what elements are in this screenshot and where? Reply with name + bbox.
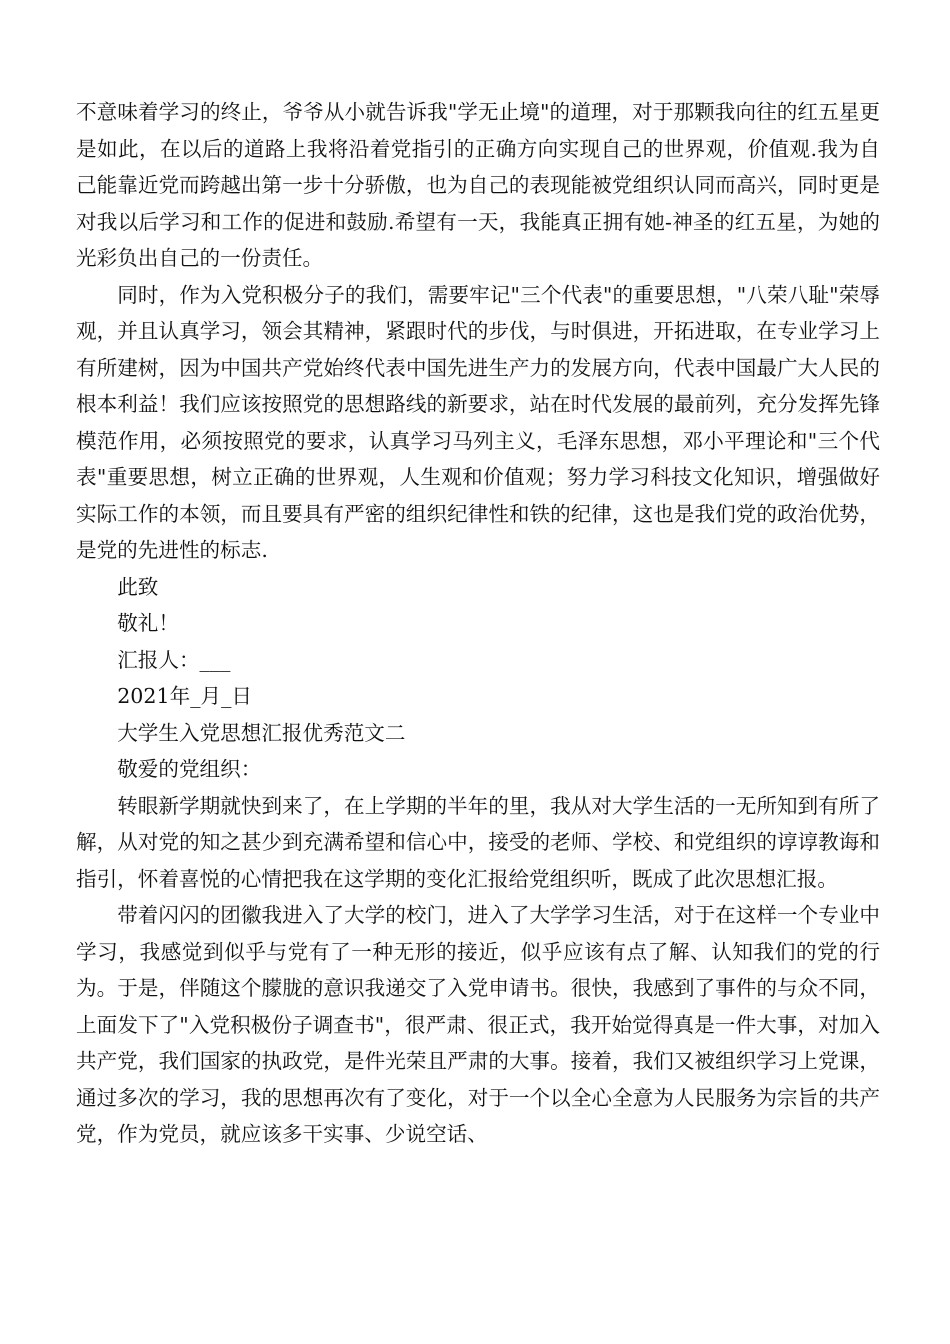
date-line: 2021年_月_日 [117, 684, 252, 708]
paragraph-continuation: 不意味着学习的终止，爷爷从小就告诉我"学无止境"的道理，对于那颗我向往的红五星更是如此，在以后的道路上我将沿着党指引的正确方向实现自己的世界观，价值观.我为自己能靠近党而跨越出第一步十分骄傲，也为自己的表现能被党组织认同而高兴，同时更是对我以后学习和工作的促进和鼓励.希望有一天，我能真正拥有她-神圣的红五星，为她的光彩负出自己的一份责任。 [76, 100, 880, 270]
paragraph-semester: 转眼新学期就快到来了，在上学期的半年的里，我从对大学生活的一无所知到有所了解，从对党的知之甚少到充满希望和信心中，接受的老师、学校、和党组织的谆谆教诲和指引，怀着喜悦的心情把我在这学期的变化汇报给党组织听，既成了此次思想汇报。 [76, 793, 880, 891]
section-title: 大学生入党思想汇报优秀范文二 [117, 720, 406, 745]
greeting-line: 敬爱的党组织： [117, 757, 262, 781]
closing-phrase: 此致 [117, 574, 159, 599]
paragraph-commitment: 同时，作为入党积极分子的我们，需要牢记"三个代表"的重要思想，"八荣八耻"荣辱观，并且认真学习，领会其精神，紧跟时代的步伐，与时俱进，开拓进取，在专业学习上有所建树，因为中国共产党始终代表中国先进生产力的发展方向，代表中国最广大人民的根本利益！我们应该按照党的思想路线的新要求，站在时代发展的最前列，充分发挥先锋模范作用，必须按照党的要求，认真学习马列主义，毛泽东思想，邓小平理论和"三个代表"重要思想，树立正确的世界观，人生观和价值观；努力学习科技文化知识，增强做好实际工作的本领，而且要具有严密的组织纪律性和铁的纪律，这也是我们党的政治优势，是党的先进性的标志. [76, 282, 880, 562]
reporter-line: 汇报人：___ [117, 647, 231, 672]
document-body [76, 94, 880, 1153]
salute-phrase: 敬礼！ [117, 611, 179, 635]
paragraph-university: 带着闪闪的团徽我进入了大学的校门，进入了大学学习生活，对于在这样一个专业中学习，我感觉到似乎与党有了一种无形的接近，似乎应该有点了解、认知我们的党的行为。于是，伴随这个朦胧的意识我递交了入党申请书。很快，我感到了事件的与众不同，上面发下了"入党积极份子调查书"，很严肃、很正式，我开始觉得真是一件大事，对加入共产党，我们国家的执政党，是件光荣且严肃的大事。接着，我们又被组织学习上党课，通过多次的学习，我的思想再次有了变化，对于一个以全心全意为人民服务为宗旨的共产党，作为党员，就应该多干实事、少说空话、 [76, 903, 880, 1146]
